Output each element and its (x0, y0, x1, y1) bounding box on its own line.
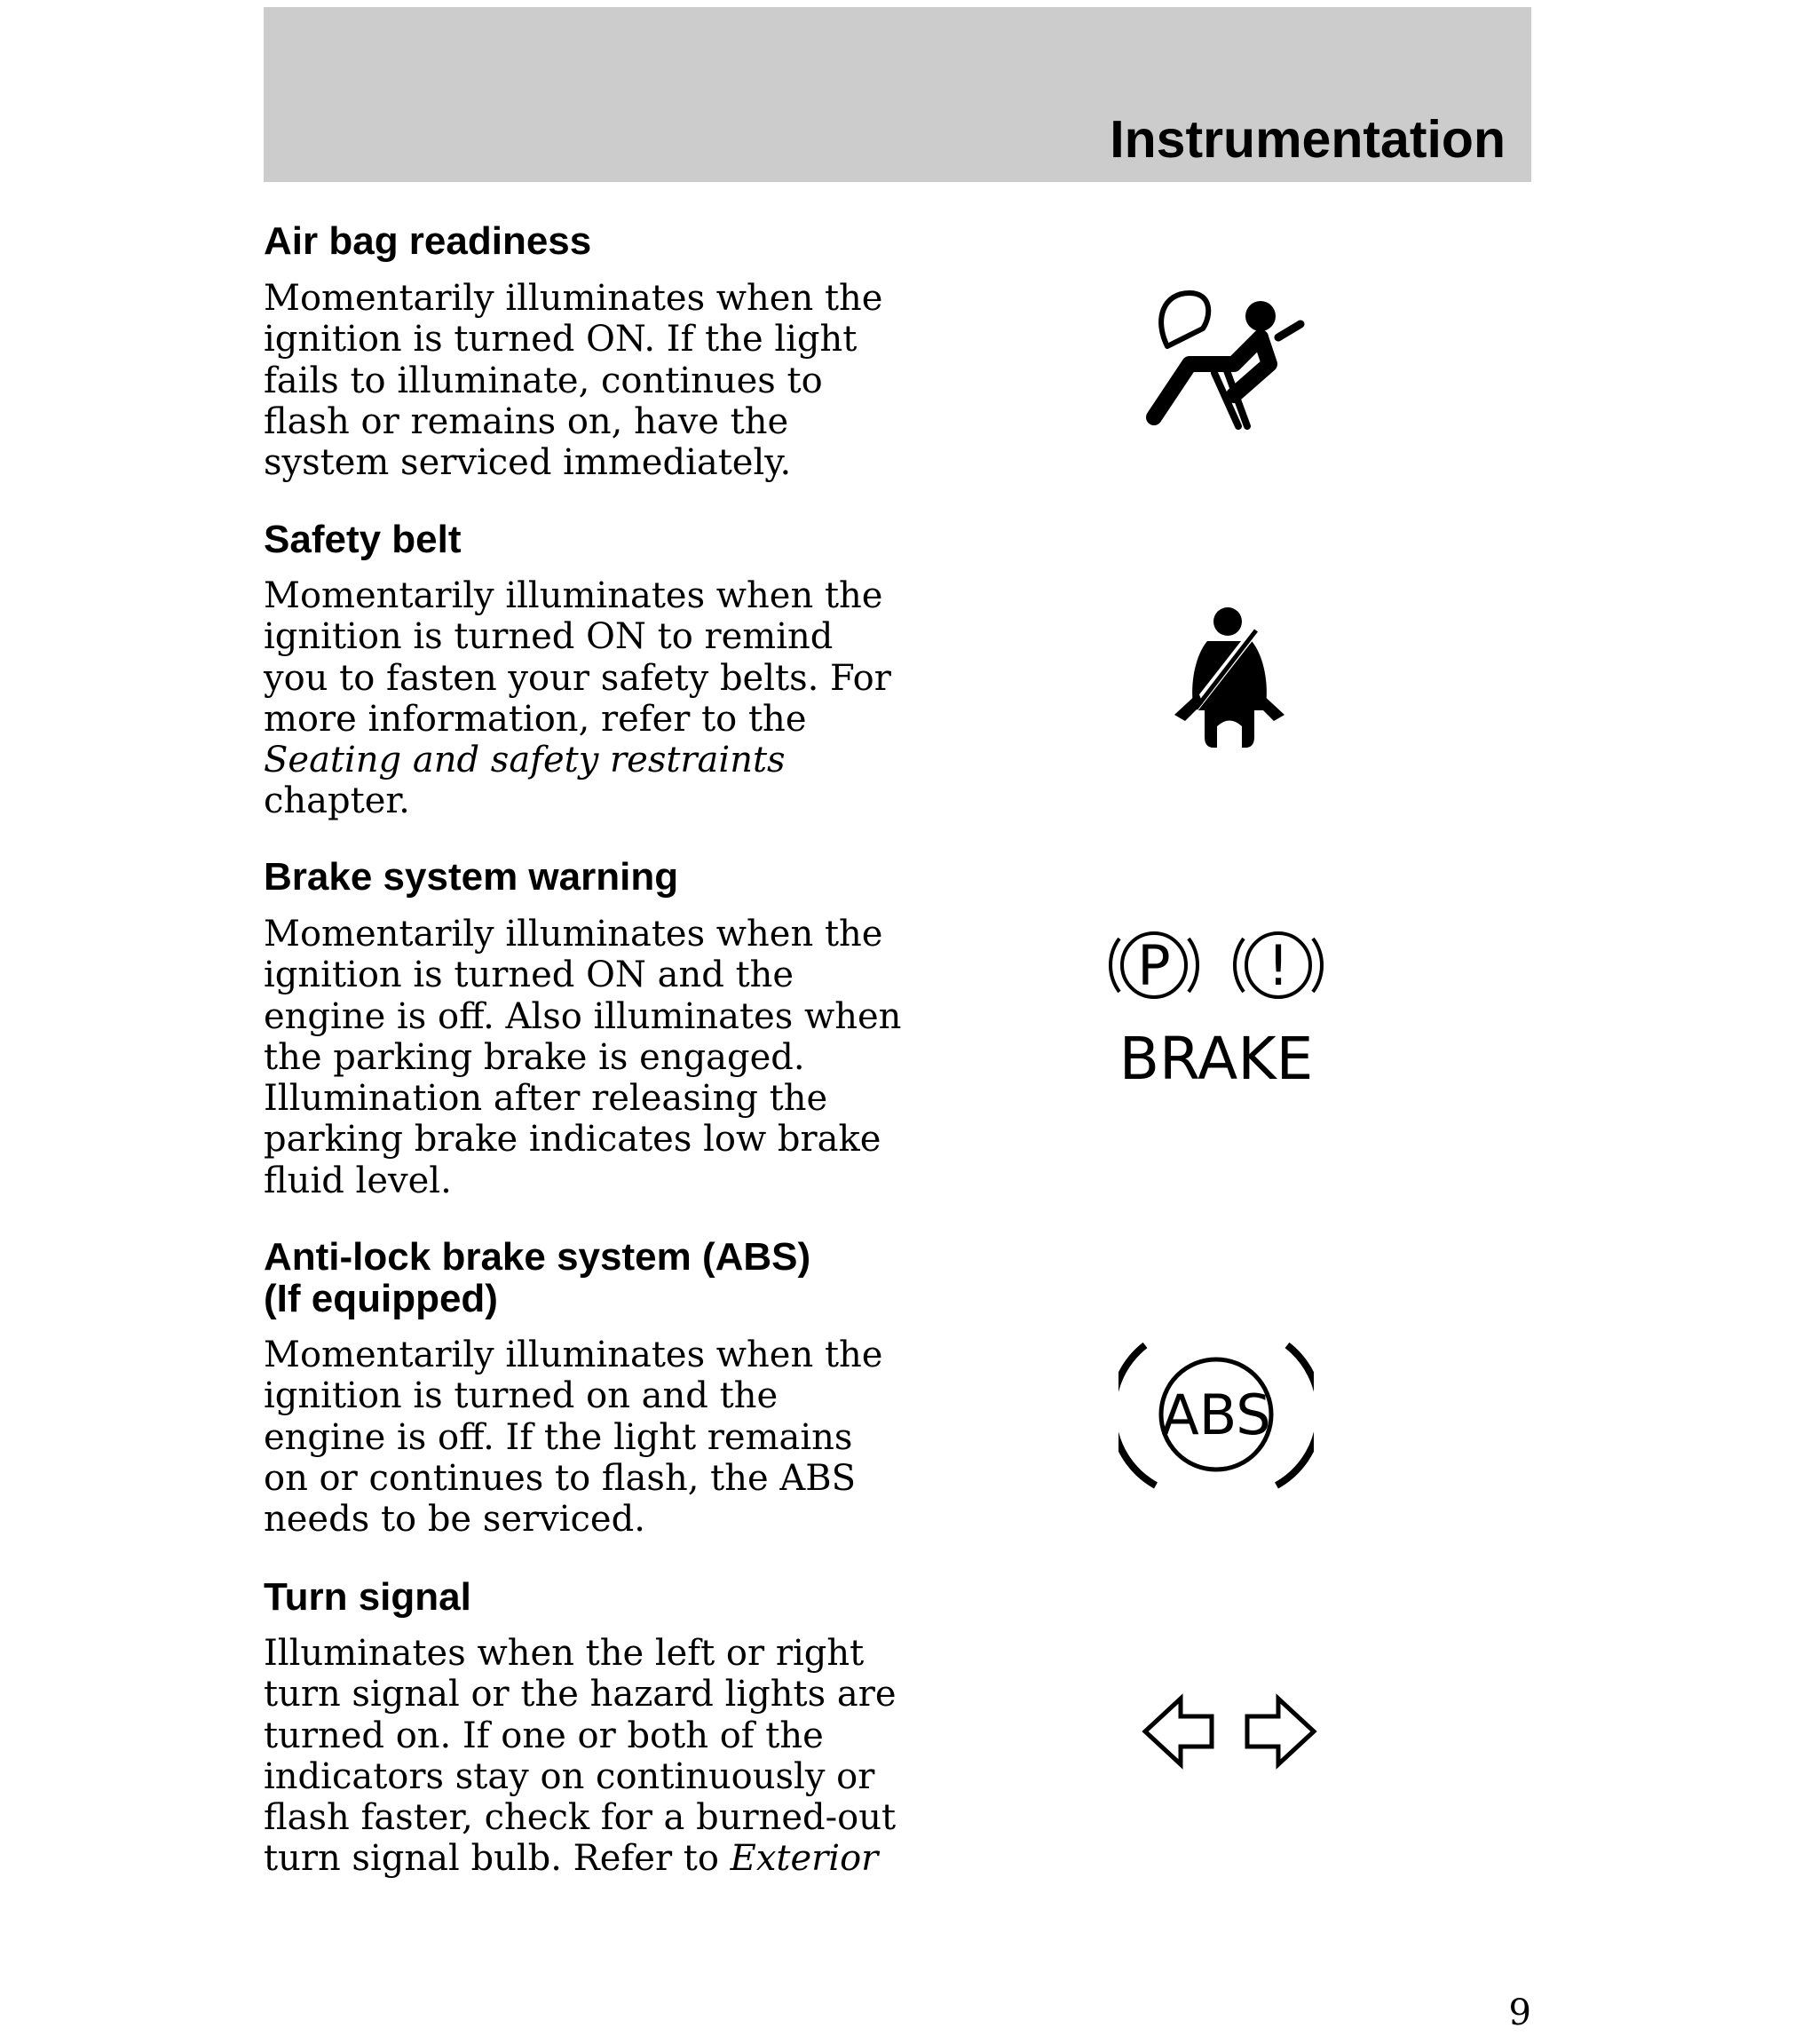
body-line (264, 1838, 903, 1879)
air-bag-warning-icon (1136, 284, 1314, 444)
section-heading-brake-system: Brake system warning (264, 855, 679, 899)
brake-word: BRAKE (1118, 1025, 1314, 1088)
right-arrow-icon (1247, 1699, 1314, 1764)
body-line-text: turn signal bulb. Refer to (264, 1838, 731, 1880)
body-line: needs to be serviced. (264, 1499, 645, 1541)
body-line: Momentarily illuminates when the (264, 575, 883, 616)
section-body-abs (264, 1335, 903, 1540)
left-arrow-icon (1145, 1699, 1212, 1764)
body-line: system serviced immediately. (264, 442, 792, 484)
body-line: turn signal or the hazard lights are (264, 1674, 897, 1715)
chapter-title: Instrumentation (1110, 110, 1506, 169)
section-heading-air-bag: Air bag readiness (264, 219, 592, 263)
section-heading-safety-belt: Safety belt (264, 518, 462, 561)
body-line: Momentarily illuminates when the (264, 278, 883, 319)
section-heading-abs (264, 1236, 810, 1319)
body-line: on or continues to flash, the ABS (264, 1457, 857, 1499)
safety-belt-warning-icon (1167, 604, 1292, 755)
brake-warning-icon (1096, 919, 1345, 1088)
section-body-safety-belt (264, 575, 903, 822)
body-line: flash faster, check for a burned-out (264, 1797, 897, 1839)
chapter-reference: Exterior (730, 1838, 879, 1880)
body-line: Illuminates when the left or right (264, 1633, 865, 1674)
turn-signal-arrows-icon (1141, 1691, 1318, 1771)
body-line: turned on. If one or both of the (264, 1715, 824, 1756)
brake-park-letter: P (1137, 933, 1171, 998)
body-line: flash or remains on, have the (264, 400, 789, 442)
chapter-header-band (264, 7, 1531, 182)
body-line: parking brake indicates low brake (264, 1119, 881, 1161)
body-line: chapter. (264, 780, 410, 822)
chapter-reference: Seating and safety restraints (264, 740, 786, 781)
brake-exclaim-mark: ! (1267, 933, 1290, 998)
section-body-air-bag (264, 278, 903, 483)
body-line: Momentarily illuminates when the (264, 914, 883, 955)
body-line: ignition is turned ON to remind (264, 616, 834, 658)
body-line: engine is off. If the light remains (264, 1416, 853, 1458)
body-line: ignition is turned on and the (264, 1375, 779, 1417)
body-line: more information, refer to the (264, 698, 807, 740)
body-line: the parking brake is engaged. (264, 1036, 805, 1078)
page-number: 9 (1508, 1993, 1531, 2033)
body-line: indicators stay on continuously or (264, 1755, 875, 1797)
body-line: ignition is turned ON and the (264, 955, 794, 996)
body-line: Illumination after releasing the (264, 1078, 828, 1120)
section-heading-turn-signal: Turn signal (264, 1575, 471, 1619)
body-line (264, 740, 903, 780)
body-line: ignition is turned ON. If the light (264, 319, 858, 360)
section-body-turn-signal (264, 1633, 903, 1880)
abs-warning-icon (1118, 1336, 1314, 1496)
body-line: fluid level. (264, 1160, 452, 1201)
body-line: you to fasten your safety belts. For (264, 657, 891, 699)
body-line: engine is off. Also illuminates when (264, 995, 902, 1037)
abs-heading-line2: (If equipped) (264, 1277, 498, 1320)
abs-heading-line1: Anti-lock brake system (ABS) (264, 1235, 811, 1279)
body-line: fails to illuminate, continues to (264, 360, 823, 401)
abs-label: ABS (1161, 1382, 1271, 1447)
body-line: Momentarily illuminates when the (264, 1335, 883, 1375)
section-body-brake-system (264, 914, 903, 1201)
